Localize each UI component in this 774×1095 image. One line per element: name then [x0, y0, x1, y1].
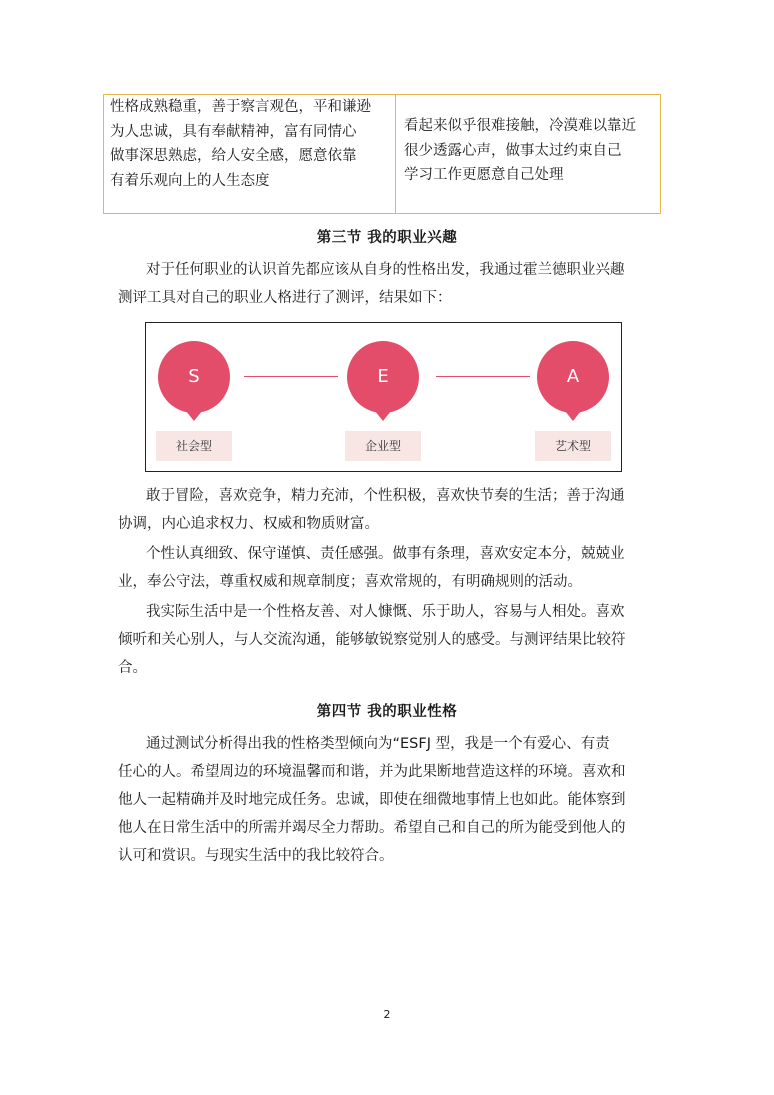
- table-cell-left: [104, 95, 396, 213]
- paragraph-line: 测评工具对自己的职业人格进行了测评，结果如下：: [118, 290, 452, 306]
- comparison-table: [103, 94, 661, 214]
- connector-line: [244, 376, 338, 377]
- pointer-icon: [375, 411, 391, 421]
- holland-code-diagram: [145, 322, 622, 472]
- code-circle-s: S: [158, 341, 230, 413]
- page-number: 2: [383, 1008, 391, 1021]
- code-label-artistic: 艺术型: [535, 431, 611, 461]
- paragraph-line: 我实际生活中是一个性格友善、对人慷慨、乐于助人，容易与人相处。喜欢: [146, 604, 625, 620]
- paragraph-line: 倾听和关心别人，与人交流沟通，能够敏锐察觉别人的感受。与测评结果比较符: [118, 632, 626, 648]
- table-line: 做事深思熟虑，给人安全感，愿意依靠: [110, 148, 357, 164]
- section4-title: 第四节 我的职业性格: [316, 704, 458, 720]
- table-line: 为人忠诚，具有奉献精神，富有同情心: [110, 123, 357, 140]
- table-line: 性格成熟稳重，善于察言观色，平和谦逊: [110, 99, 371, 115]
- paragraph-line: 个性认真细致、保守谨慎、责任感强。做事有条理，喜欢安定本分，兢兢业: [146, 546, 625, 562]
- connector-line: [436, 376, 530, 377]
- paragraph-line: 他人在日常生活中的所需并竭尽全力帮助。希望自己和自己的所为能受到他人的: [118, 820, 626, 836]
- paragraph-line: 认可和赏识。与现实生活中的我比较符合。: [118, 848, 394, 864]
- paragraph-line: 合。: [118, 660, 147, 676]
- paragraph-line: 敢于冒险，喜欢竞争，精力充沛，个性积极，喜欢快节奏的生活；善于沟通: [146, 488, 625, 504]
- paragraph-line: 任心的人。希望周边的环境温馨而和谐，并为此果断地营造这样的环境。喜欢和: [118, 764, 626, 780]
- paragraph-line: 对于任何职业的认识首先都应该从自身的性格出发，我通过霍兰德职业兴趣: [146, 262, 625, 278]
- section3-para2: [118, 540, 663, 596]
- paragraph-line: 业，奉公守法，尊重权威和规章制度；喜欢常规的，有明确规则的活动。: [118, 574, 582, 590]
- section3-para3: [118, 598, 663, 682]
- table-line: 有着乐观向上的人生态度: [110, 172, 270, 189]
- section3-title: 第三节 我的职业兴趣: [316, 230, 458, 246]
- code-label-enterprising: 企业型: [345, 431, 421, 461]
- section3-para1: [118, 482, 663, 538]
- paragraph-line: 他人一起精确并及时地完成任务。忠诚，即使在细微地事情上也如此。能体察到: [118, 792, 626, 808]
- pointer-icon: [565, 411, 581, 421]
- code-label-social: 社会型: [156, 431, 232, 461]
- table-line: 看起来似乎很难接触，冷漠难以靠近: [404, 118, 636, 134]
- code-circle-a: A: [537, 341, 609, 413]
- paragraph-line: 协调，内心追求权力、权威和物质财富。: [118, 516, 379, 532]
- table-line: 很少透露心声，做事太过约束自己: [404, 142, 622, 159]
- section3-intro: [118, 256, 663, 312]
- paragraph-line: 通过测试分析得出我的性格类型倾向为“ESFJ 型，我是一个有爱心、有责: [146, 736, 610, 752]
- code-circle-e: E: [347, 341, 419, 413]
- section4-para: [118, 730, 663, 870]
- table-line: 学习工作更愿意自己处理: [404, 167, 564, 183]
- pointer-icon: [186, 411, 202, 421]
- table-cell-right: [396, 95, 660, 213]
